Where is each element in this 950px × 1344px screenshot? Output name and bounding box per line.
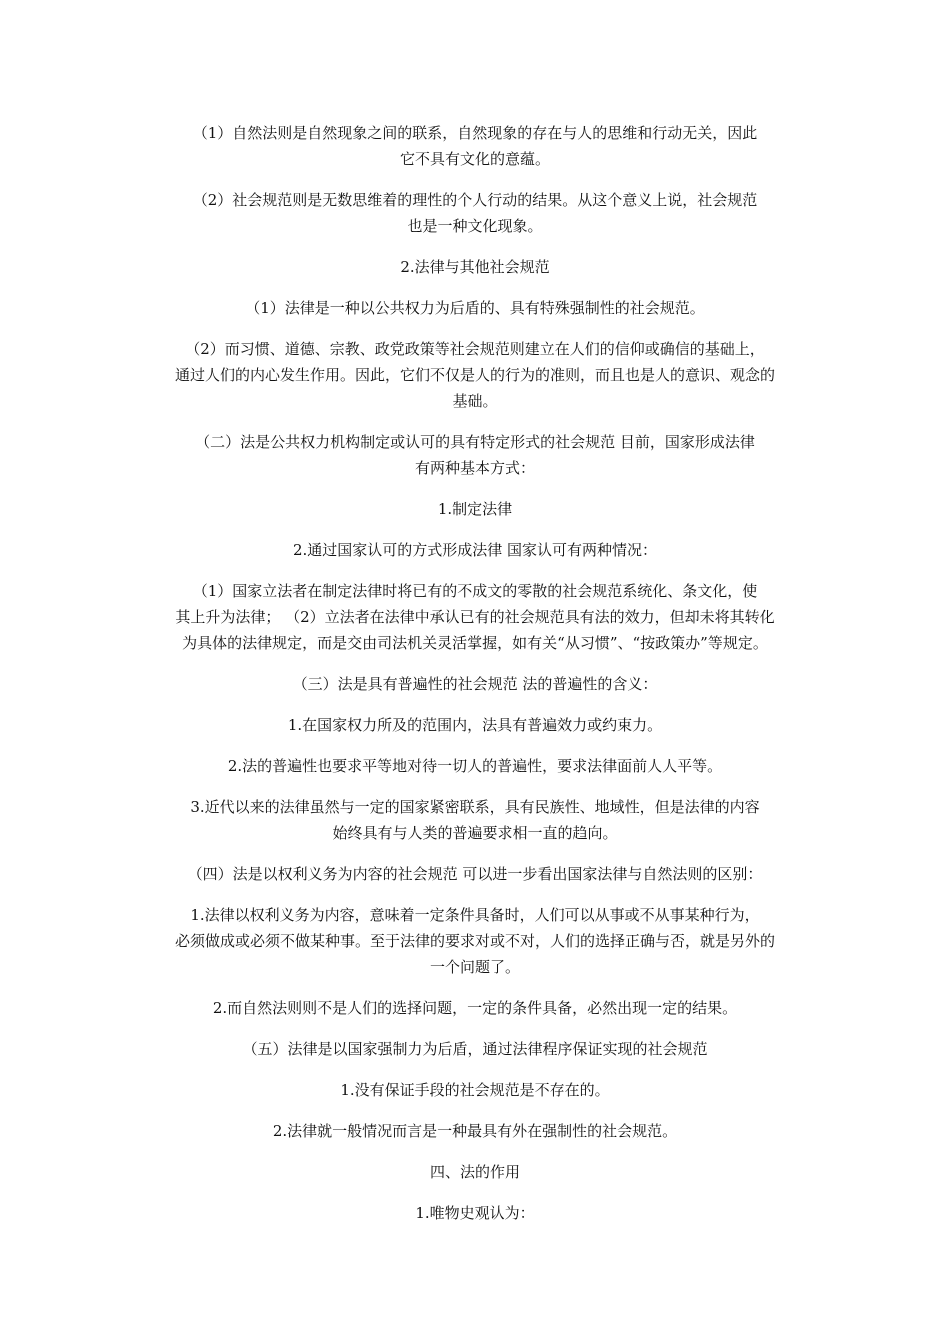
text-line: 四、法的作用 bbox=[429, 1163, 520, 1181]
text-line: （2）而习惯、道德、宗教、政党政策等社会规范则建立在人们的信仰或确信的基础上， bbox=[185, 340, 765, 358]
paragraph bbox=[142, 794, 808, 846]
text-line: 始终具有与人类的普遍要求相一直的趋向。 bbox=[332, 824, 618, 842]
paragraph bbox=[142, 537, 808, 563]
paragraph bbox=[142, 1036, 808, 1062]
paragraph bbox=[142, 254, 808, 280]
paragraph bbox=[142, 295, 808, 321]
text-line: 1.没有保证手段的社会规范是不存在的。 bbox=[340, 1081, 610, 1099]
text-line: 必须做成或必须不做某种事。至于法律的要求对或不对，人们的选择正确与否，就是另外的 bbox=[174, 932, 775, 950]
paragraph bbox=[142, 578, 808, 656]
text-line: 1.制定法律 bbox=[437, 500, 513, 518]
text-line: （四）法是以权利义务为内容的社会规范 可以进一步看出国家法律与自然法则的区别： bbox=[187, 865, 763, 883]
paragraph bbox=[142, 861, 808, 887]
text-line: 1.法律以权利义务为内容，意味着一定条件具备时，人们可以从事或不从事某种行为， bbox=[190, 906, 760, 924]
text-line: 3.近代以来的法律虽然与一定的国家紧密联系，具有民族性、地域性，但是法律的内容 bbox=[190, 798, 760, 816]
paragraph bbox=[142, 902, 808, 980]
text-line: 它不具有文化的意蕴。 bbox=[399, 150, 550, 168]
text-line: 2.法律就一般情况而言是一种最具有外在强制性的社会规范。 bbox=[272, 1122, 678, 1140]
text-line: 为具体的法律规定，而是交由司法机关灵活掌握，如有关“从习惯”、“按政策办”等规定。 bbox=[182, 634, 768, 652]
text-line: 2.而自然法则则不是人们的选择问题，一定的条件具备，必然出现一定的结果。 bbox=[212, 999, 738, 1017]
text-line: 有两种基本方式： bbox=[414, 459, 535, 477]
text-line: 2.法的普遍性也要求平等地对待一切人的普遍性，要求法律面前人人平等。 bbox=[227, 757, 723, 775]
text-line: 基础。 bbox=[452, 392, 498, 410]
text-line: 通过人们的内心发生作用。因此，它们不仅是人的行为的准则，而且也是人的意识、观念的 bbox=[174, 366, 775, 384]
text-line: 2.通过国家认可的方式形成法律 国家认可有两种情况： bbox=[292, 541, 658, 559]
text-line: （二）法是公共权力机构制定或认可的具有特定形式的社会规范 目前，国家形成法律 bbox=[195, 433, 755, 451]
text-line: 1.在国家权力所及的范围内，法具有普遍效力或约束力。 bbox=[287, 716, 663, 734]
text-line: 也是一种文化现象。 bbox=[407, 217, 543, 235]
text-line: （1）自然法则是自然现象之间的联系，自然现象的存在与人的思维和行动无关，因此 bbox=[192, 124, 758, 142]
text-line: 2.法律与其他社会规范 bbox=[400, 258, 550, 276]
text-line: 一个问题了。 bbox=[429, 958, 520, 976]
paragraph bbox=[142, 995, 808, 1021]
paragraph bbox=[142, 187, 808, 239]
paragraph bbox=[142, 753, 808, 779]
paragraph bbox=[142, 120, 808, 172]
paragraph bbox=[142, 496, 808, 522]
paragraph bbox=[142, 671, 808, 697]
paragraph bbox=[142, 1118, 808, 1144]
text-line: 其上升为法律； （2）立法者在法律中承认已有的社会规范具有法的效力，但却未将其转化 bbox=[175, 608, 775, 626]
paragraph bbox=[142, 429, 808, 481]
text-line: 1.唯物史观认为： bbox=[415, 1204, 535, 1222]
text-line: （1）法律是一种以公共权力为后盾的、具有特殊强制性的社会规范。 bbox=[245, 299, 705, 317]
text-line: （五）法律是以国家强制力为后盾，通过法律程序保证实现的社会规范 bbox=[242, 1040, 708, 1058]
text-line: （2）社会规范则是无数思维着的理性的个人行动的结果。从这个意义上说，社会规范 bbox=[192, 191, 758, 209]
paragraph bbox=[142, 712, 808, 738]
text-line: （1）国家立法者在制定法律时将已有的不成文的零散的社会规范系统化、条文化，使 bbox=[192, 582, 758, 600]
paragraph bbox=[142, 1159, 808, 1185]
text-line: （三）法是具有普遍性的社会规范 法的普遍性的含义： bbox=[292, 675, 658, 693]
paragraph bbox=[142, 1200, 808, 1226]
paragraph bbox=[142, 1077, 808, 1103]
paragraph bbox=[142, 336, 808, 414]
document-body bbox=[142, 120, 808, 1241]
